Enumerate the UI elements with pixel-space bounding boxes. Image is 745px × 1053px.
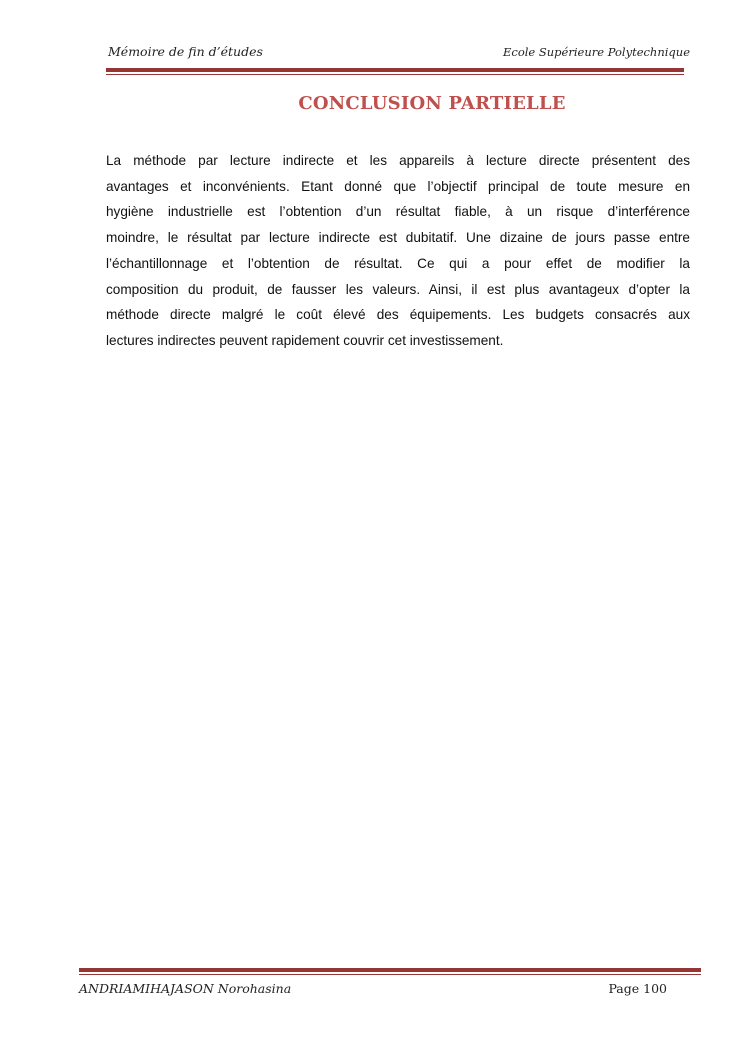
paragraph-line: hygiène industrielle est l’obtention d’un résultat fiable, à un risque d’interférence — [106, 204, 690, 220]
paragraph-line: moindre, le résultat par lecture indirecte est dubitatif. Une dizaine de jours passe entre — [106, 230, 690, 246]
section-title: CONCLUSION PARTIELLE — [298, 93, 566, 114]
header-rule — [106, 68, 684, 72]
paragraph-line: composition du produit, de fausser les valeurs. Ainsi, il est plus avantageux d’opter la — [106, 281, 690, 297]
paragraph-line: méthode directe malgré le coût élevé des équipements. Les budgets consacrés aux — [106, 307, 690, 323]
footer-author: ANDRIAMIHAJASON Norohasina — [79, 981, 292, 996]
paragraph-line: avantages et inconvénients. Etant donné que l’objectif principal de toute mesure en — [106, 178, 690, 194]
body-paragraph — [106, 148, 690, 354]
page-number: Page 100 — [608, 981, 667, 996]
paragraph-line: l’échantillonnage et l’obtention de résultat. Ce qui a pour effet de modifier la — [106, 255, 690, 271]
footer-rule — [79, 968, 701, 972]
paragraph-line: La méthode par lecture indirecte et les appareils à lecture directe présentent des — [106, 153, 690, 168]
header-document-title: Mémoire de fin d’études — [108, 44, 263, 59]
header-school-name: Ecole Supérieure Polytechnique — [503, 45, 690, 59]
paragraph-line: lectures indirectes peuvent rapidement couvrir cet investissement. — [106, 332, 504, 348]
footer-rule-thin — [79, 974, 701, 975]
header-rule-thin — [106, 74, 684, 75]
